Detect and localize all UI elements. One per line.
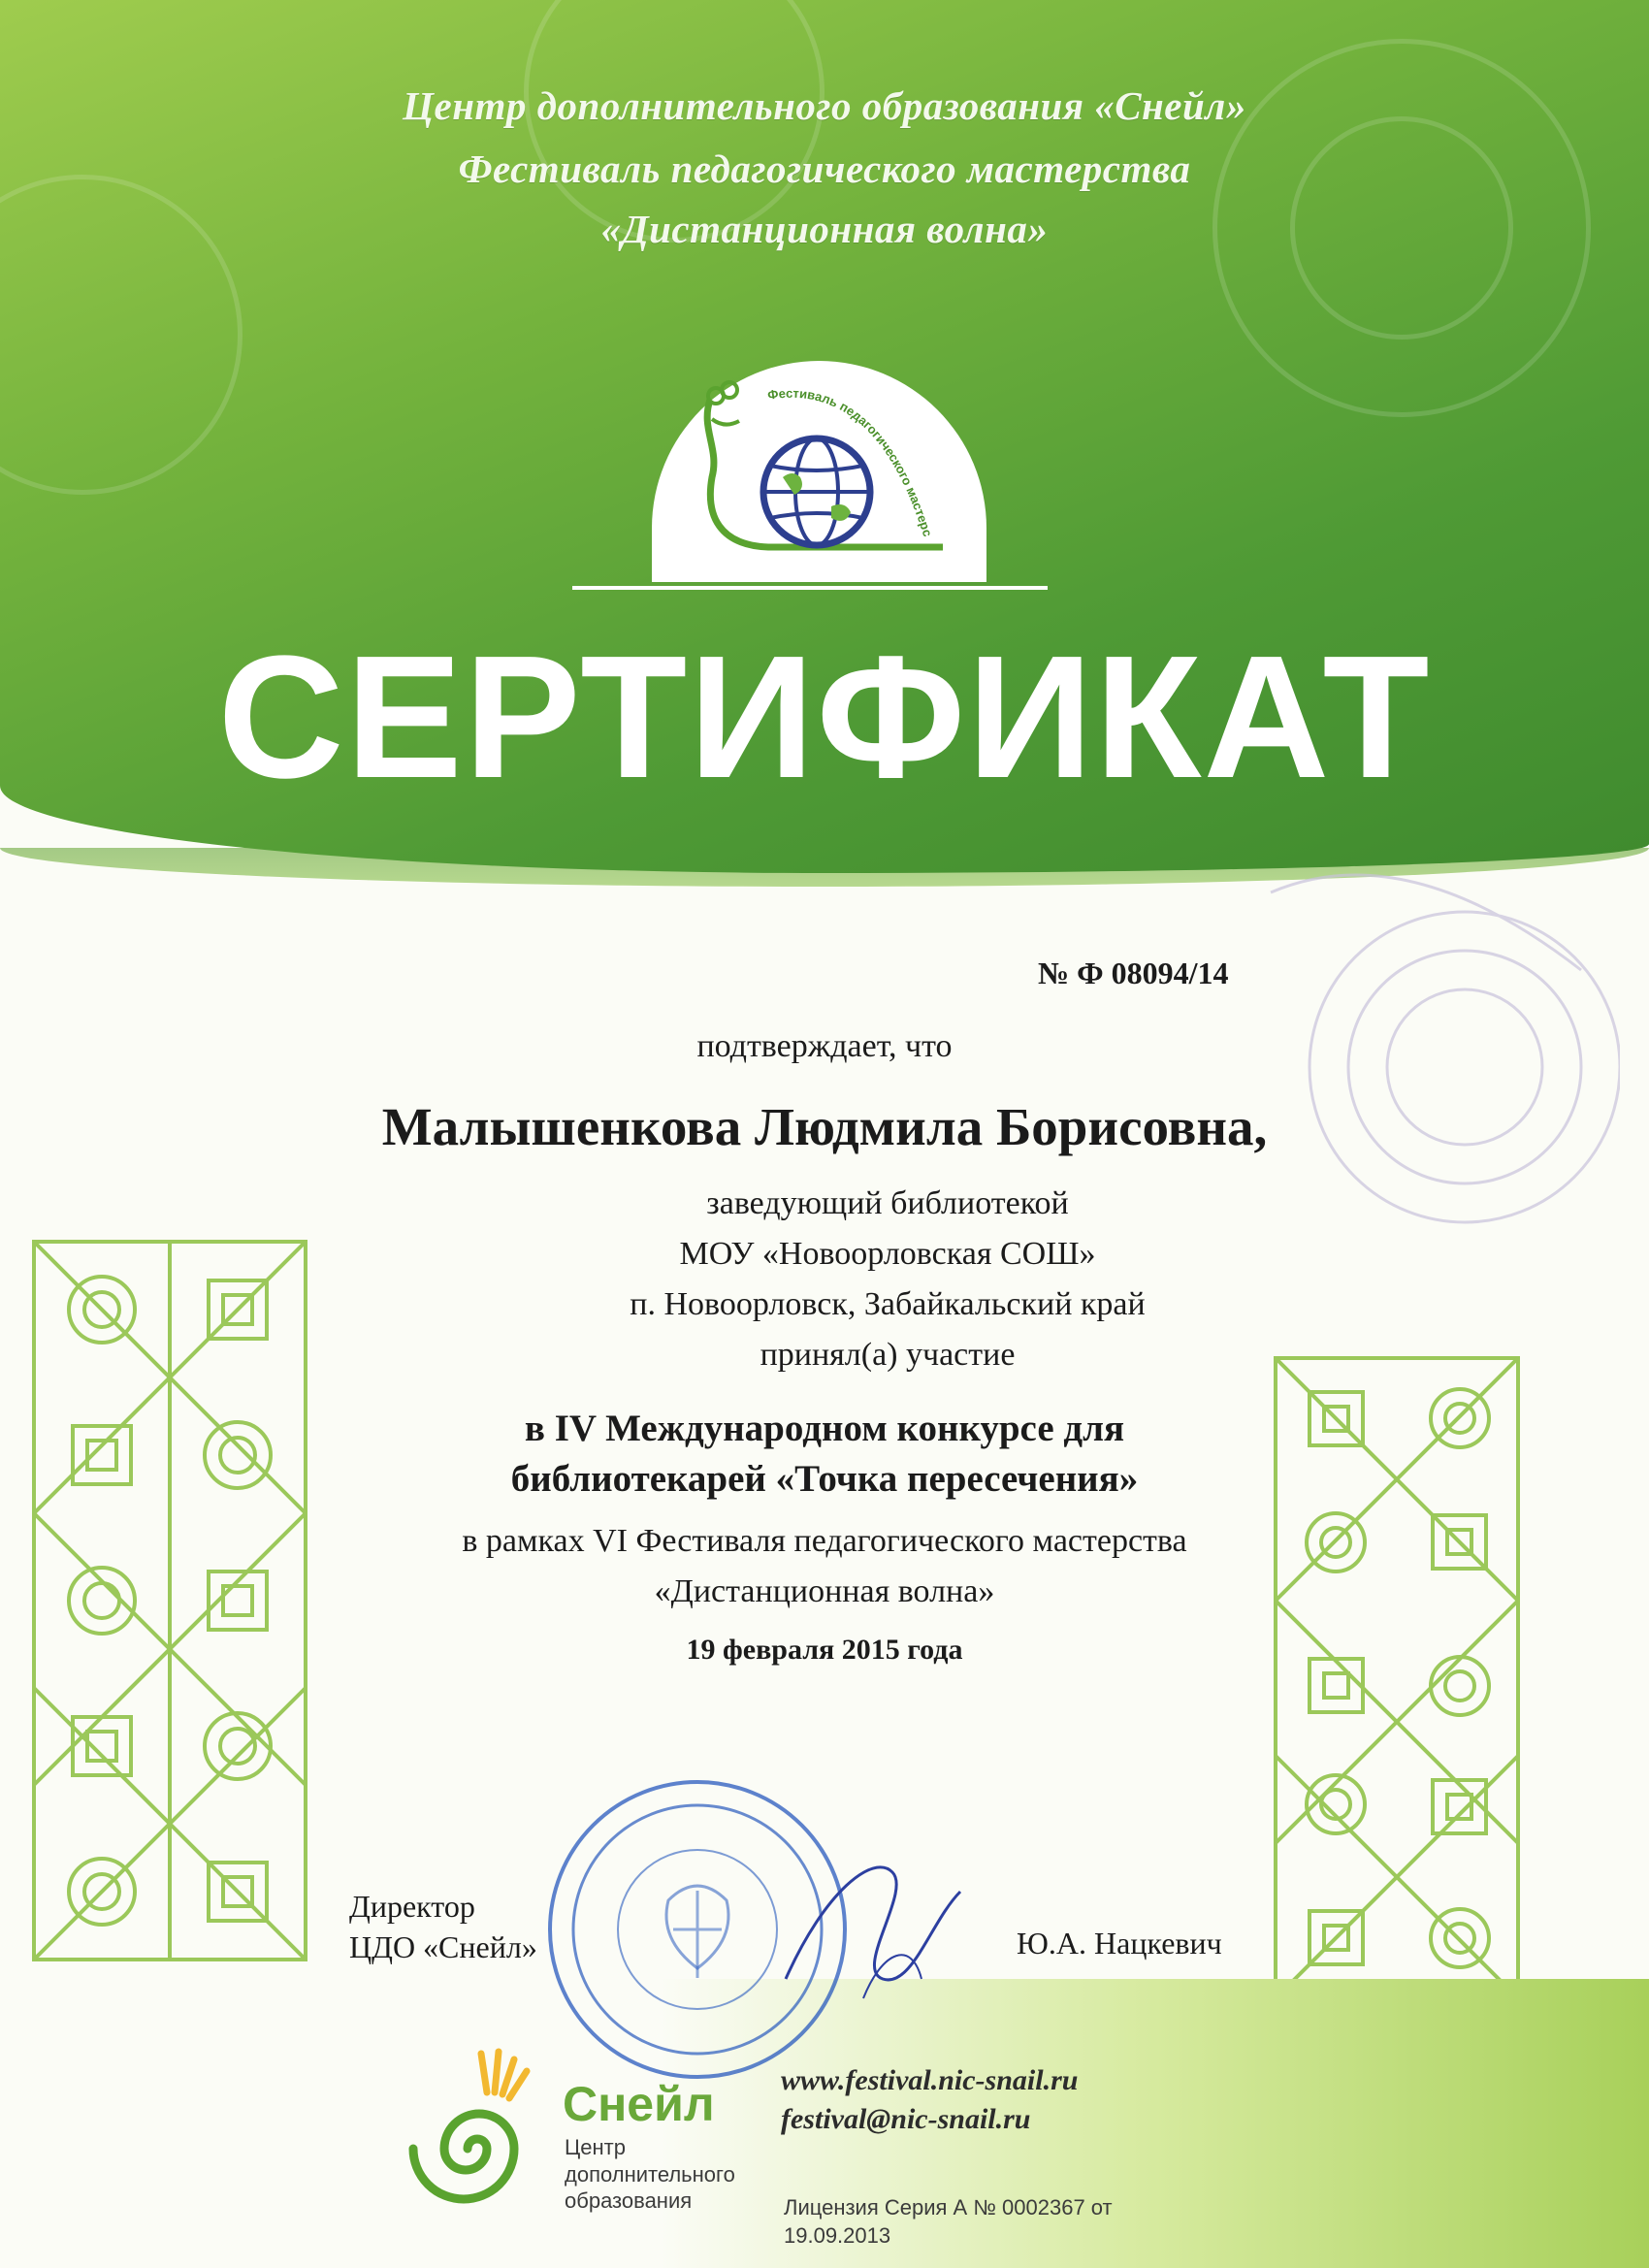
snail-globe-logo-icon bbox=[652, 361, 986, 582]
brand-subtitle-line-3: образования bbox=[565, 2188, 693, 2213]
license-line-2: 19.09.2013 bbox=[784, 2222, 891, 2248]
signatory-title-line-1: Директор bbox=[349, 1889, 475, 1924]
organizer-name: Центр дополнительного образования «Снейл» bbox=[403, 83, 1246, 128]
contest-name-line-2: библиотекарей «Точка пересечения» bbox=[510, 1458, 1139, 1500]
certificate-date: 19 февраля 2015 года bbox=[686, 1634, 963, 1666]
certificate-title: СЕРТИФИКАТ bbox=[217, 620, 1432, 815]
recipient-school: МОУ «Новоорловская СОШ» bbox=[679, 1236, 1096, 1272]
festival-context-line-1: в рамках VI Фестиваля педагогического мастерства bbox=[462, 1523, 1187, 1559]
logo-arc-text: Фестиваль педагогического мастерс bbox=[766, 385, 936, 538]
brand-subtitle-line-2: дополнительного bbox=[565, 2161, 735, 2187]
recipient-name: Малышенкова Людмила Борисовна, bbox=[381, 1097, 1268, 1156]
signature-icon bbox=[766, 1833, 980, 2008]
signatory-title-line-2: ЦДО «Снейл» bbox=[349, 1928, 537, 1964]
snail-brand-logo-icon bbox=[398, 2042, 558, 2226]
brand-subtitle bbox=[565, 2134, 778, 2215]
recipient-position: заведующий библиотекой bbox=[706, 1185, 1069, 1221]
license-info bbox=[784, 2194, 1191, 2250]
festival-logo bbox=[652, 361, 986, 582]
brand-name: Снейл bbox=[563, 2077, 715, 2131]
festival-name: Фестиваль педагогического мастерства bbox=[458, 146, 1191, 191]
license-line-1: Лицензия Серия А № 0002367 от bbox=[784, 2195, 1113, 2219]
logo-divider bbox=[572, 586, 1048, 590]
contest-name-line-1: в IV Международном конкурсе для bbox=[524, 1408, 1125, 1449]
confirms-text: подтверждает, что bbox=[696, 1028, 953, 1064]
recipient-location: п. Новоорловск, Забайкальский край bbox=[630, 1286, 1146, 1322]
festival-subtitle: «Дистанционная волна» bbox=[600, 207, 1049, 251]
participation-text: принял(а) участие bbox=[760, 1337, 1016, 1373]
certificate-number: № Ф 08094/14 bbox=[1038, 956, 1229, 990]
signatory-title bbox=[349, 1887, 537, 1967]
brand-subtitle-line-1: Центр bbox=[565, 2135, 626, 2159]
website-link[interactable]: www.festival.nic-snail.ru bbox=[781, 2064, 1079, 2096]
signatory-name: Ю.А. Нацкевич bbox=[1017, 1926, 1222, 1960]
svg-text:Фестиваль педагогического маст bbox=[652, 361, 935, 538]
festival-context-line-2: «Дистанционная волна» bbox=[654, 1573, 995, 1609]
email-link[interactable]: festival@nic-snail.ru bbox=[781, 2103, 1031, 2135]
